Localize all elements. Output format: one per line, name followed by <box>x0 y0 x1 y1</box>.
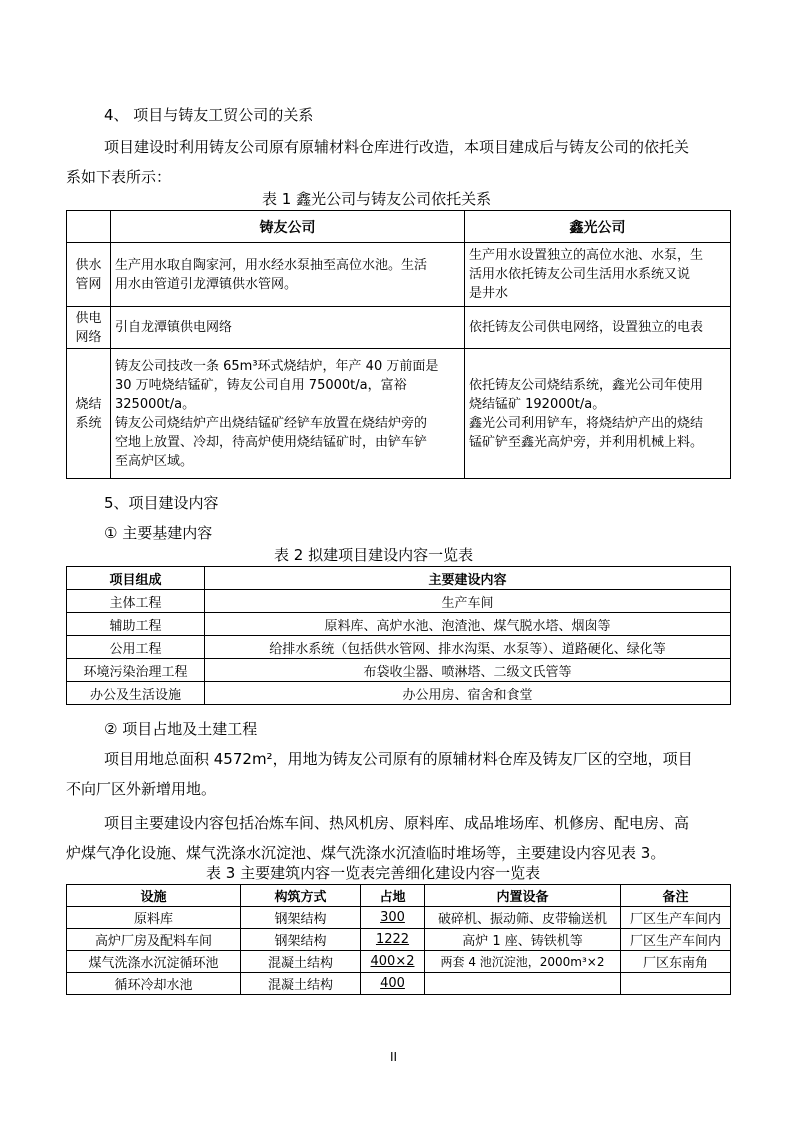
table3-cell-area: 400×2 <box>361 951 425 973</box>
table3-header-area: 占地 <box>361 885 425 907</box>
subsection-2-heading: ② 项目占地及土建工程 <box>104 720 258 738</box>
section-4-heading: 4、 项目与铸友工贸公司的关系 <box>104 106 314 124</box>
table2-header-row <box>67 567 731 590</box>
table2-row <box>67 590 731 613</box>
section-5-heading: 5、项目建设内容 <box>104 494 219 512</box>
table3-cell-facility: 原料库 <box>67 907 241 929</box>
table3-cell-structure: 钢架结构 <box>241 907 361 929</box>
table3-header-facility: 设施 <box>67 885 241 907</box>
table1-cell-zhuyou: 生产用水取自陶家河，用水经水泵抽至高位水池。生活 用水由管道引龙潭镇供水管网。 <box>111 243 465 307</box>
table1-cell-zhuyou: 铸友公司技改一条 65m³环式烧结炉，年产 40 万前面是 30 万吨烧结锰矿，铸友公司自用 75000t/a，富裕 325000t/a。 铸友公司烧结炉产出烧结锰矿经铲车放置在烧结炉旁的 空地上放置、冷却，待高炉使用烧结锰矿时，由铲车铲 至高炉区域。 <box>111 349 465 479</box>
table3-cell-facility: 高炉厂房及配料车间 <box>67 929 241 951</box>
page-number: II <box>390 1050 398 1064</box>
table1-row-water <box>67 243 731 307</box>
table3-row <box>67 973 731 995</box>
land-paragraph-line1: 项目用地总面积 4572m²，用地为铸友公司原有的原辅材料仓库及铸友厂区的空地，项目 <box>104 750 693 768</box>
table2-cell-content: 原料库、高炉水池、泡渣池、煤气脱水塔、烟囱等 <box>205 613 731 636</box>
table2-cell-component: 环境污染治理工程 <box>67 659 205 682</box>
table3-cell-area: 300 <box>361 907 425 929</box>
table2-cell-component: 公用工程 <box>67 636 205 659</box>
table3-cell-equipment: 两套 4 池沉淀池，2000m³×2 <box>425 951 621 973</box>
table2-header-component: 项目组成 <box>67 567 205 590</box>
table2-row <box>67 636 731 659</box>
table3-header-structure: 构筑方式 <box>241 885 361 907</box>
table3-cell-area: 1222 <box>361 929 425 951</box>
table1-dependency <box>66 210 731 479</box>
content-paragraph-line2: 炉煤气净化设施、煤气洗涤水沉淀池、煤气洗涤水沉渣临时堆场等，主要建设内容见表 3。 <box>66 844 666 862</box>
table1-row-power <box>67 307 731 349</box>
table2-cell-content: 生产车间 <box>205 590 731 613</box>
table2-row <box>67 659 731 682</box>
table1-header-blank <box>67 211 111 243</box>
table1-row-sinter <box>67 349 731 479</box>
table2-caption: 表 2 拟建项目建设内容一览表 <box>274 546 474 564</box>
section-4-paragraph-line2: 系如下表所示： <box>66 168 172 186</box>
table2-cell-component: 辅助工程 <box>67 613 205 636</box>
table3-row <box>67 907 731 929</box>
table3-cell-equipment <box>425 973 621 995</box>
table3-cell-area: 400 <box>361 973 425 995</box>
table3-cell-note <box>621 973 731 995</box>
table1-cell-xinguang: 依托铸友公司烧结系统，鑫光公司年使用 烧结锰矿 192000t/a。 鑫光公司利用铲车，将烧结炉产出的烧结 锰矿铲至鑫光高炉旁，并利用机械上料。 <box>465 349 731 479</box>
land-paragraph-line2: 不向厂区外新增用地。 <box>66 780 217 798</box>
table3-caption: 表 3 主要建筑内容一览表完善细化建设内容一览表 <box>206 864 541 882</box>
table2-cell-component: 主体工程 <box>67 590 205 613</box>
table3-header-equipment: 内置设备 <box>425 885 621 907</box>
table1-row-label: 供电 网络 <box>67 307 111 349</box>
table3-cell-equipment: 破碎机、振动筛、皮带输送机 <box>425 907 621 929</box>
table1-header-xinguang: 鑫光公司 <box>465 211 731 243</box>
table3-cell-equipment: 高炉 1 座、铸铁机等 <box>425 929 621 951</box>
table1-cell-zhuyou: 引自龙潭镇供电网络 <box>111 307 465 349</box>
table1-row-label: 供水 管网 <box>67 243 111 307</box>
table3-cell-note: 厂区生产车间内 <box>621 907 731 929</box>
table2-cell-content: 办公用房、宿舍和食堂 <box>205 682 731 705</box>
table3-cell-structure: 混凝土结构 <box>241 951 361 973</box>
table2-header-content: 主要建设内容 <box>205 567 731 590</box>
table2-cell-component: 办公及生活设施 <box>67 682 205 705</box>
table1-header-row <box>67 211 731 243</box>
table3-cell-structure: 混凝土结构 <box>241 973 361 995</box>
table3-cell-note: 厂区东南角 <box>621 951 731 973</box>
table1-header-zhuyou: 铸友公司 <box>111 211 465 243</box>
table3-header-row <box>67 885 731 907</box>
table3-row <box>67 951 731 973</box>
table3-header-note: 备注 <box>621 885 731 907</box>
table3-cell-facility: 煤气洗涤水沉淀循环池 <box>67 951 241 973</box>
section-4-paragraph-line1: 项目建设时利用铸友公司原有原辅材料仓库进行改造，本项目建成后与铸友公司的依托关 <box>104 138 690 156</box>
table3-cell-note: 厂区生产车间内 <box>621 929 731 951</box>
table3-row <box>67 929 731 951</box>
table2-row <box>67 613 731 636</box>
table1-cell-xinguang: 生产用水设置独立的高位水池、水泵，生 活用水依托铸友公司生活用水系统又说 是井水 <box>465 243 731 307</box>
table2-cell-content: 布袋收尘器、喷淋塔、二级文氏管等 <box>205 659 731 682</box>
table2-row <box>67 682 731 705</box>
content-paragraph-line1: 项目主要建设内容包括冶炼车间、热风机房、原料库、成品堆场库、机修房、配电房、高 <box>104 814 690 832</box>
table1-cell-xinguang: 依托铸友公司供电网络，设置独立的电表 <box>465 307 731 349</box>
table2-construction <box>66 566 731 705</box>
table3-cell-structure: 钢架结构 <box>241 929 361 951</box>
table1-row-label: 烧结 系统 <box>67 349 111 479</box>
table1-caption: 表 1 鑫光公司与铸友公司依托关系 <box>262 190 492 208</box>
table3-buildings <box>66 884 731 995</box>
table2-cell-content: 给排水系统（包括供水管网、排水沟渠、水泵等）、道路硬化、绿化等 <box>205 636 731 659</box>
table3-cell-facility: 循环冷却水池 <box>67 973 241 995</box>
subsection-1-heading: ① 主要基建内容 <box>104 524 213 542</box>
